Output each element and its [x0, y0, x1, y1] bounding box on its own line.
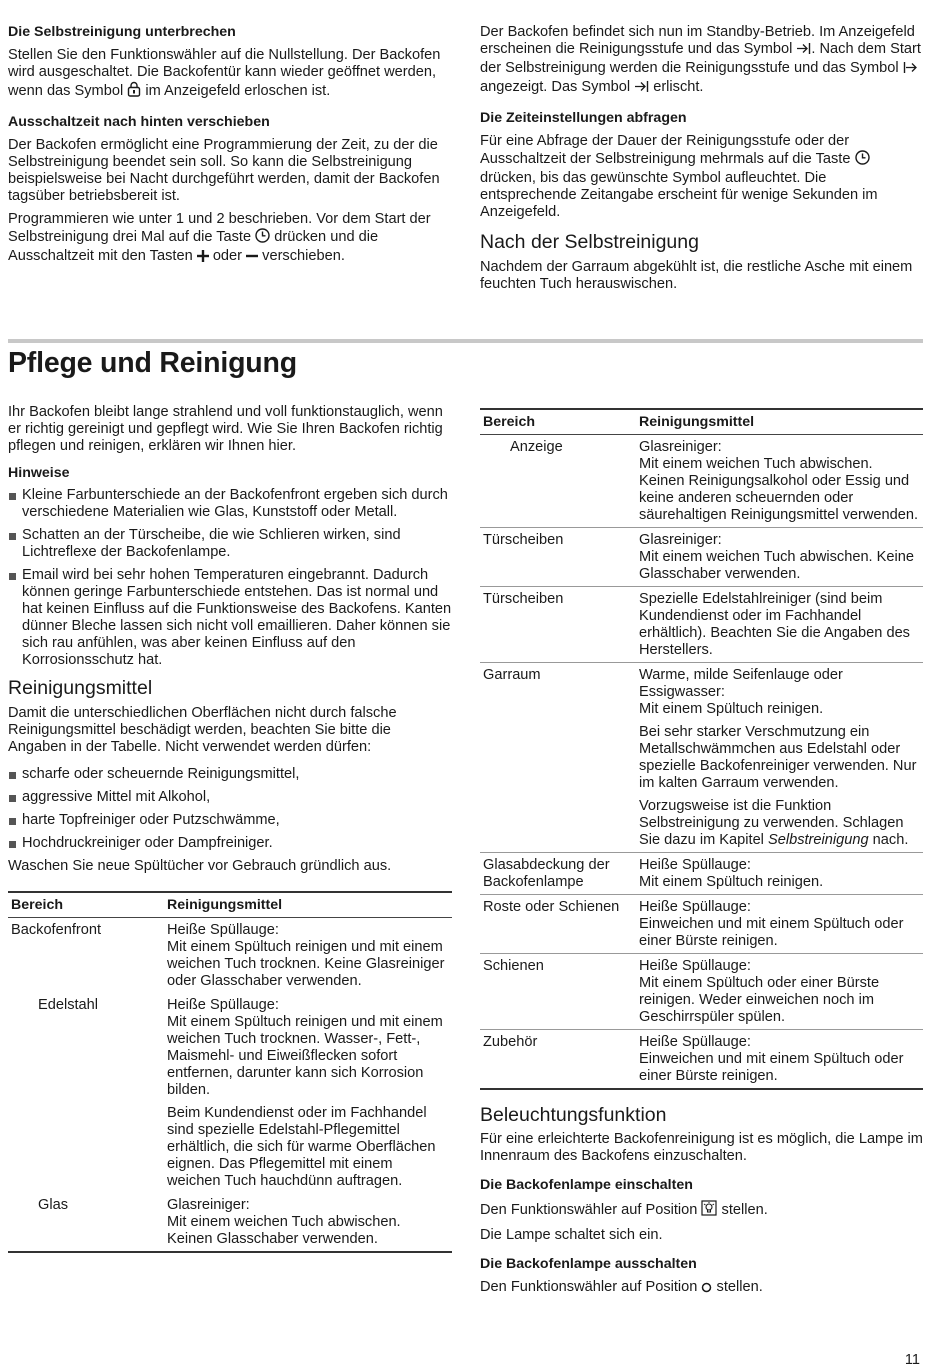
lamp-off-heading: Die Backofenlampe ausschalten: [480, 1256, 697, 1272]
list-item: Kleine Farbunterschiede an der Backofenfront ergeben sich durch verschiedene Materialien wie Glas, Kunststoff oder Metall.: [8, 487, 452, 521]
heading-query-time: Die Zeiteinstellungen abfragen: [480, 110, 687, 126]
column-header-area: Bereich: [480, 410, 636, 435]
area-cell: Garraum: [480, 663, 636, 853]
area-cell: Edelstahl: [38, 997, 99, 1013]
column-header-area: Bereich: [8, 893, 164, 918]
table-row: [480, 954, 923, 1030]
hinweise-heading: Hinweise: [8, 465, 70, 481]
area-cell: Schienen: [480, 954, 636, 1030]
table-row: [480, 528, 923, 587]
area-cell: Glasabdeckung der Backofenlampe: [480, 853, 636, 895]
agent-cell: Glasreiniger: Mit einem weichen Tuch abwischen. Keine Glasschaber verwenden.: [636, 528, 923, 587]
table-row: [8, 1193, 452, 1251]
area-cell: Backofenfront: [11, 922, 102, 938]
list-item: harte Topfreiniger oder Putzschwämme,: [8, 812, 452, 829]
table-row: [480, 853, 923, 895]
page-number: 11: [904, 1352, 920, 1368]
table-row: [480, 435, 923, 528]
area-cell: Zubehör: [483, 1034, 538, 1050]
cleaning-table-left: [8, 891, 452, 1253]
table-row: [480, 895, 923, 954]
paragraph-after-cleaning: Nachdem der Garraum abgekühlt ist, die restliche Asche mit einem feuchten Tuch herauswischen.: [480, 259, 913, 292]
heading-interrupt: Die Selbstreinigung unterbrechen: [8, 24, 236, 40]
area-cell: Türscheiben: [480, 587, 636, 663]
table-row: [8, 918, 452, 994]
heading-shift-time: Ausschaltzeit nach hinten verschieben: [8, 114, 270, 130]
table-row: [480, 663, 923, 853]
lamp-on-step: Den Funktionswähler auf Position stellen.: [480, 1200, 923, 1221]
left-column: [8, 404, 452, 1253]
table-row: [480, 1030, 923, 1089]
list-item: aggressive Mittel mit Alkohol,: [8, 789, 452, 806]
arrow-to-bar-icon: [903, 61, 918, 79]
agent-cell: Heiße Spüllauge: Einweichen und mit einem Spültuch oder einer Bürste reinigen.: [636, 895, 923, 954]
agent-cell: Heiße Spüllauge: Mit einem Spültuch reinigen und mit einem weichen Tuch trocknen. Keine Glasreiniger oder Glasschaber verwenden.: [167, 922, 445, 989]
reinigungsmittel-intro: Damit die unterschiedlichen Oberflächen nicht durch falsche Reinigungsmittel beschädigt werden, beachten Sie bitte die Angaben in der Tabelle. Nicht verwendet werden dürfen:: [8, 705, 397, 755]
agent-cell: Glasreiniger: Mit einem weichen Tuch abwischen. Keinen Reinigungsalkohol oder Essig und keine anderen scheuernden oder säurehaltigen Reinigungsmittel verwenden.: [636, 435, 923, 528]
agent-cell: Heiße Spüllauge: Einweichen und mit einem Spültuch oder einer Bürste reinigen.: [639, 1034, 904, 1084]
lamp-on-result: Die Lampe schaltet sich ein.: [480, 1227, 663, 1243]
section-title: Pflege und Reinigung: [8, 347, 297, 379]
list-item: Schatten an der Türscheibe, die wie Schlieren wirken, sind Lichtreflexe der Backofenlampe.: [8, 527, 452, 561]
agent-cell: Spezielle Edelstahlreiniger (sind beim Kundendienst oder im Fachhandel erhältlich). Beachten Sie die Angaben des Herstellers.: [636, 587, 923, 663]
column-header-agent: Reinigungsmittel: [164, 893, 452, 918]
agent-cell: Heiße Spüllauge: Mit einem Spültuch oder einer Bürste reinigen. Weder einweichen noch im Geschirrspüler spülen.: [636, 954, 923, 1030]
lamp-off-step: Den Funktionswähler auf Position stellen.: [480, 1279, 923, 1298]
paragraph-program-steps: Programmieren wie unter 1 und 2 beschrieben. Vor dem Start der Selbstreinigung drei Mal auf die Taste drücken und die Ausschaltzeit mit den Tasten oder verschieben.: [8, 211, 452, 267]
reinigungsmittel-heading: Reinigungsmittel: [8, 677, 153, 699]
hinweise-list: [8, 487, 452, 669]
list-item: scharfe oder scheuernde Reinigungsmittel,: [8, 766, 452, 783]
list-item: Email wird bei sehr hohen Temperaturen eingebrannt. Dadurch können geringe Farbunterschiede entstehen. Das ist normal und hat keinen Einfluss auf die Funktionsweise des Backofens. Kanten dünner Bleche lassen sich nicht voll emaillieren. Daher können sie sich rau anfühlen, was aber keinen Einfluss auf den Korrosionsschutz hat.: [8, 567, 452, 669]
zero-position-icon: [701, 1280, 712, 1298]
clock-icon: [255, 228, 270, 248]
top-left-column: [8, 24, 452, 267]
paragraph-interrupt: Stellen Sie den Funktionswähler auf die Nullstellung. Der Backofen wird ausgeschaltet. Die Backofentür kann wieder geöffnet werden, wenn das Symbol im Anzeigefeld erloschen ist.: [8, 47, 452, 102]
arrow-to-bar-icon: [796, 42, 811, 60]
paragraph-standby: Der Backofen befindet sich nun im Standby-Betrieb. Im Anzeigefeld erscheinen die Reinigungsstufe und das Symbol . Nach dem Start der Selbstreinigung werden die Reinigungsstufe und das Symbol angezeigt. Das Symbol erlischt.: [480, 24, 923, 98]
wash-note: Waschen Sie neue Spültücher vor Gebrauch gründlich aus.: [8, 858, 392, 874]
clock-icon: [855, 150, 870, 170]
column-header-agent: Reinigungsmittel: [636, 410, 923, 435]
area-cell: Anzeige: [480, 435, 636, 528]
plus-icon: [197, 250, 209, 267]
agent-cell: Glasreiniger: Mit einem weichen Tuch abwischen. Keinen Glasschaber verwenden.: [167, 1197, 401, 1247]
agent-cell: Heiße Spüllauge: Mit einem Spültuch reinigen und mit einem weichen Tuch trocknen. Wasser-, Fett-, Maismehl- und Eiweißflecken sofort entfernen, darunter kann sich Korrosion bilden. Beim Kundendienst oder im Fachhandel sind spezielle Edelstahl-Pflegemittel erhältlich, die sich für warme Oberflächen eignen. Das Pflegemittel mit einem weichen Tuch hauchdünn auftragen.: [167, 997, 443, 1189]
forbidden-list: [8, 766, 452, 852]
table-row: [480, 587, 923, 663]
oven-lamp-icon: [701, 1200, 717, 1221]
agent-cell: Warme, milde Seifenlauge oder Essigwasser: Mit einem Spültuch reinigen. Bei sehr starker Verschmutzung ein Metallschwämmchen aus Edelstahl oder spezielle Backofenreiniger verwenden. Nur im kalten Garraum verwenden. Vorzugsweise ist die Funktion Selbstreinigung zu verwenden. Schlagen Sie dazu im Kapitel Selbstreinigung nach.: [636, 663, 923, 853]
area-cell: Türscheiben: [480, 528, 636, 587]
lock-icon: [127, 81, 141, 102]
lighting-intro: Für eine erleichterte Backofenreinigung ist es möglich, die Lampe im Innenraum des Backofens einzuschalten.: [480, 1131, 923, 1164]
minus-icon: [246, 250, 258, 267]
section-divider: [8, 339, 923, 343]
paragraph-query-time: Für eine Abfrage der Dauer der Reinigungsstufe oder der Ausschaltzeit der Selbstreinigung mehrmals auf die Taste drücken, bis das gewünschte Symbol aufleuchtet. Die entsprechende Zeitangabe erscheint für wenige Sekunden im Anzeigefeld.: [480, 133, 878, 220]
area-cell: Roste oder Schienen: [480, 895, 636, 954]
area-cell: Glas: [38, 1197, 69, 1213]
cleaning-table-right: [480, 408, 923, 1090]
paragraph-program-time: Der Backofen ermöglicht eine Programmierung der Zeit, zu der die Selbstreinigung beendet sein soll. So kann die Selbstreinigung beispielsweise bei Nacht durchgeführt werden, damit der Backofen tagsüber betriebsbereit ist.: [8, 137, 440, 204]
lamp-on-heading: Die Backofenlampe einschalten: [480, 1177, 693, 1193]
list-item: Hochdruckreiniger oder Dampfreiniger.: [8, 835, 452, 852]
lighting-heading: Beleuchtungsfunktion: [480, 1104, 667, 1126]
arrow-to-bar-icon: [634, 80, 649, 98]
agent-cell: Heiße Spüllauge: Mit einem Spültuch reinigen.: [636, 853, 923, 895]
top-right-column: [480, 24, 923, 293]
table-row: [8, 993, 452, 1193]
heading-after-cleaning: Nach der Selbstreinigung: [480, 231, 699, 253]
intro-paragraph: Ihr Backofen bleibt lange strahlend und voll funktionstauglich, wenn er richtig gereinigt und gepflegt wird. Wie Sie Ihren Backofen richtig pflegen und reinigen, erklären wir Ihnen hier.: [8, 404, 443, 454]
right-column: [480, 408, 923, 1298]
